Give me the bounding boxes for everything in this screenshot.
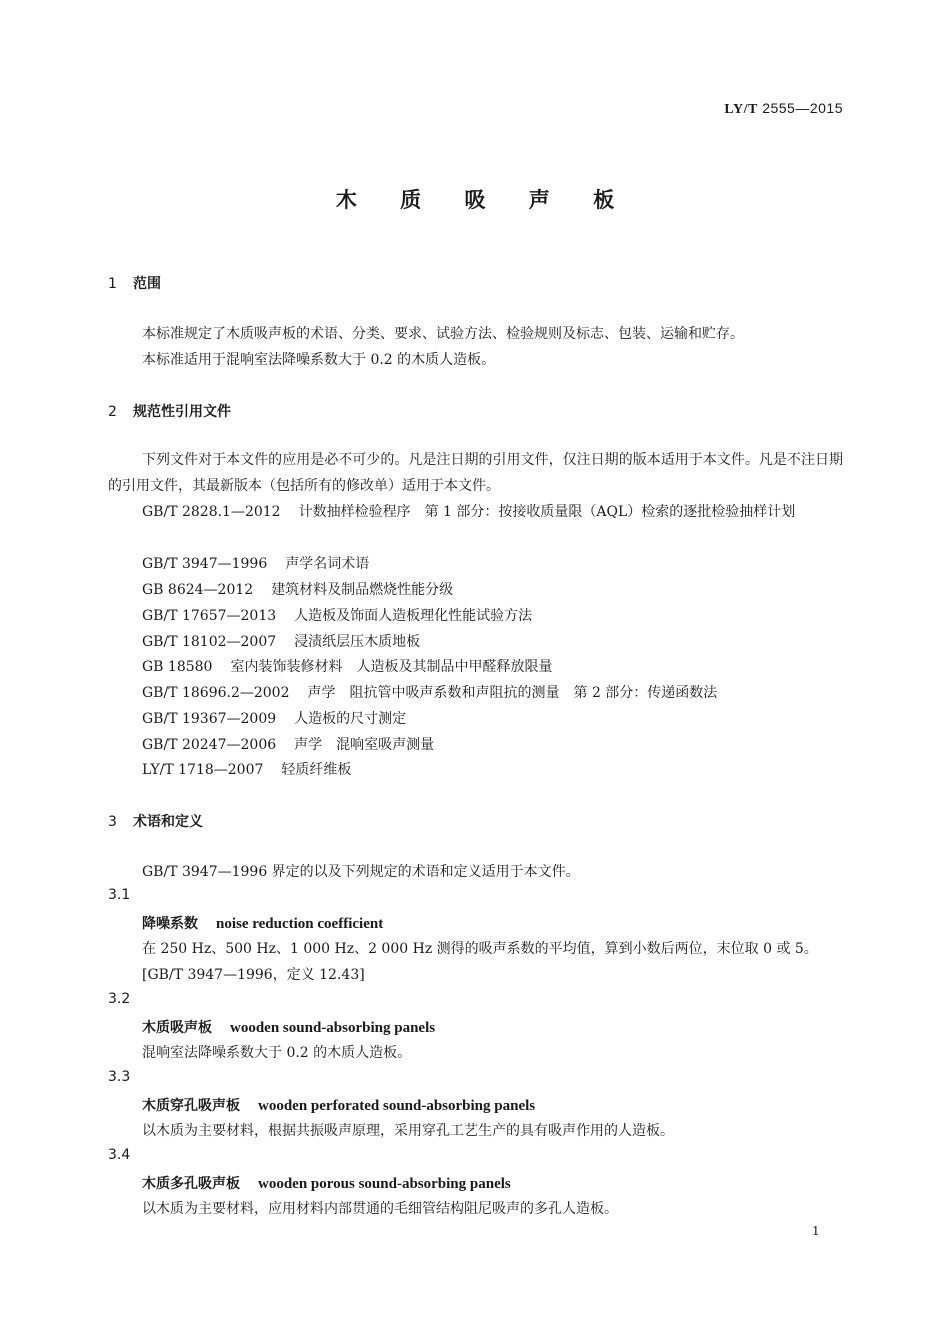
term-heading: 木质吸声板 wooden sound-absorbing panels [142, 1020, 436, 1036]
term-heading: 木质穿孔吸声板 wooden perforated sound-absorbing panels [142, 1098, 536, 1114]
reference-item: GB/T 19367—2009 人造板的尺寸测定 [142, 711, 407, 727]
term-definition: 以木质为主要材料，应用材料内部贯通的毛细管结构阻尼吸声的多孔人造板。 [142, 1201, 618, 1217]
reference-item: GB/T 2828.1—2012 计数抽样检验程序 第 1 部分：按接收质量限（AQL）检索的逐批检验抽样计划 [142, 504, 796, 520]
reference-item: LY/T 1718—2007 轻质纤维板 [142, 762, 352, 778]
document-title: 木 质 吸 声 板 [335, 188, 633, 212]
term-number: 3.1 [108, 887, 131, 903]
term-definition: 混响室法降噪系数大于 0.2 的木质人造板。 [142, 1045, 412, 1061]
reference-item: GB/T 18102—2007 浸渍纸层压木质地板 [142, 634, 421, 650]
section-heading-normative-references: 2 规范性引用文件 [108, 404, 231, 420]
scope-paragraph-2: 本标准适用于混响室法降噪系数大于 0.2 的木质人造板。 [142, 352, 496, 368]
term-number: 3.2 [108, 991, 131, 1007]
reference-item: GB/T 17657—2013 人造板及饰面人造板理化性能试验方法 [142, 608, 533, 624]
reference-item: GB/T 3947—1996 声学名词术语 [142, 556, 370, 572]
term-number: 3.4 [108, 1147, 131, 1163]
scope-paragraph-1: 本标准规定了木质吸声板的术语、分类、要求、试验方法、检验规则及标志、包装、运输和贮存。 [142, 326, 744, 342]
terms-intro: GB/T 3947—1996 界定的以及下列规定的术语和定义适用于本文件。 [142, 864, 580, 880]
page-number: 1 [812, 1224, 820, 1238]
term-heading: 降噪系数 noise reduction coefficient [142, 916, 384, 932]
section-heading-scope: 1 范围 [108, 276, 161, 292]
reference-item: GB 18580 室内装饰装修材料 人造板及其制品中甲醛释放限量 [142, 659, 553, 675]
normative-intro: 下列文件对于本文件的应用是必不可少的。凡是注日期的引用文件，仅注日期的版本适用于本文件。凡是不注日期的引用文件，其最新版本（包括所有的修改单）适用于本文件。 [108, 452, 843, 494]
reference-item: GB/T 20247—2006 声学 混响室吸声测量 [142, 737, 435, 753]
standard-code: LY/T 2555—2015 [724, 100, 843, 117]
term-number: 3.3 [108, 1069, 131, 1085]
reference-item: GB 8624—2012 建筑材料及制品燃烧性能分级 [142, 582, 454, 598]
section-heading-terms: 3 术语和定义 [108, 814, 203, 830]
term-heading: 木质多孔吸声板 wooden porous sound-absorbing panels [142, 1176, 511, 1192]
term-definition: 以木质为主要材料，根据共振吸声原理，采用穿孔工艺生产的具有吸声作用的人造板。 [142, 1123, 674, 1139]
term-source: [GB/T 3947—1996，定义 12.43] [142, 967, 365, 983]
term-definition: 在 250 Hz、500 Hz、1 000 Hz、2 000 Hz 测得的吸声系数的平均值，算到小数后两位，末位取 0 或 5。 [142, 941, 818, 957]
reference-item: GB/T 18696.2—2002 声学 阻抗管中吸声系数和声阻抗的测量 第 2 部分：传递函数法 [142, 685, 718, 701]
